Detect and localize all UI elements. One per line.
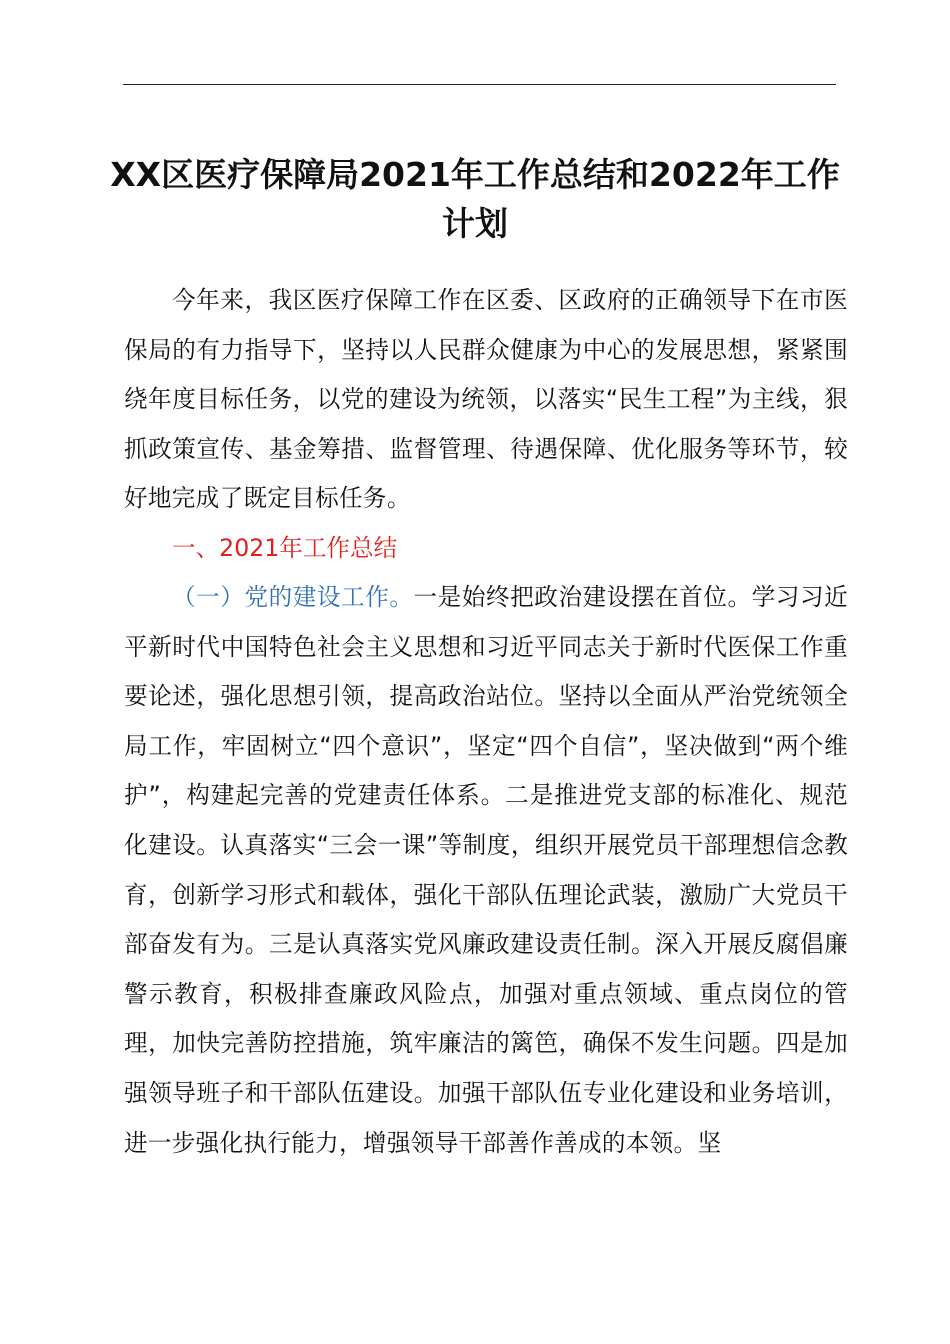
header-rule	[123, 84, 836, 85]
subsection-heading-party-building: （一）党的建设工作。	[172, 583, 414, 611]
intro-paragraph: 今年来，我区医疗保障工作在区委、区政府的正确领导下在市医保局的有力指导下，坚持以人民群众健康为中心的发展思想，紧紧围绕年度目标任务，以党的建设为统领，以落实“民生工程”为主线，狠抓政策宣传、基金筹措、监督管理、待遇保障、优化服务等环节，较好地完成了既定目标任务。	[124, 286, 848, 513]
document-title: XX区医疗保障局2021年工作总结和2022年工作计划	[110, 155, 840, 243]
party-building-body: 一是始终把政治建设摆在首位。学习习近平新时代中国特色社会主义思想和习近平同志关于新时代医保工作重要论述，强化思想引领，提高政治站位。坚持以全面从严治党统领全局工作，牢固树立“四个意识”，坚定“四个自信”，坚决做到“两个维护”，构建起完善的党建责任体系。二是推进党支部的标准化、规范化建设。认真落实“三会一课”等制度，组织开展党员干部理想信念教育，创新学习形式和载体，强化干部队伍理论武装，激励广大党员干部奋发有为。三是认真落实党风廉政建设责任制。深入开展反腐倡廉警示教育，积极排查廉政风险点，加强对重点领域、重点岗位的管理，加快完善防控措施，筑牢廉洁的篱笆，确保不发生问题。四是加强领导班子和干部队伍建设。加强干部队伍专业化建设和业务培训，进一步强化执行能力，增强领导干部善作善成的本领。坚	[124, 583, 849, 1157]
section-heading-2021-summary: 一、2021年工作总结	[172, 534, 398, 562]
party-building-paragraph	[124, 573, 848, 1168]
